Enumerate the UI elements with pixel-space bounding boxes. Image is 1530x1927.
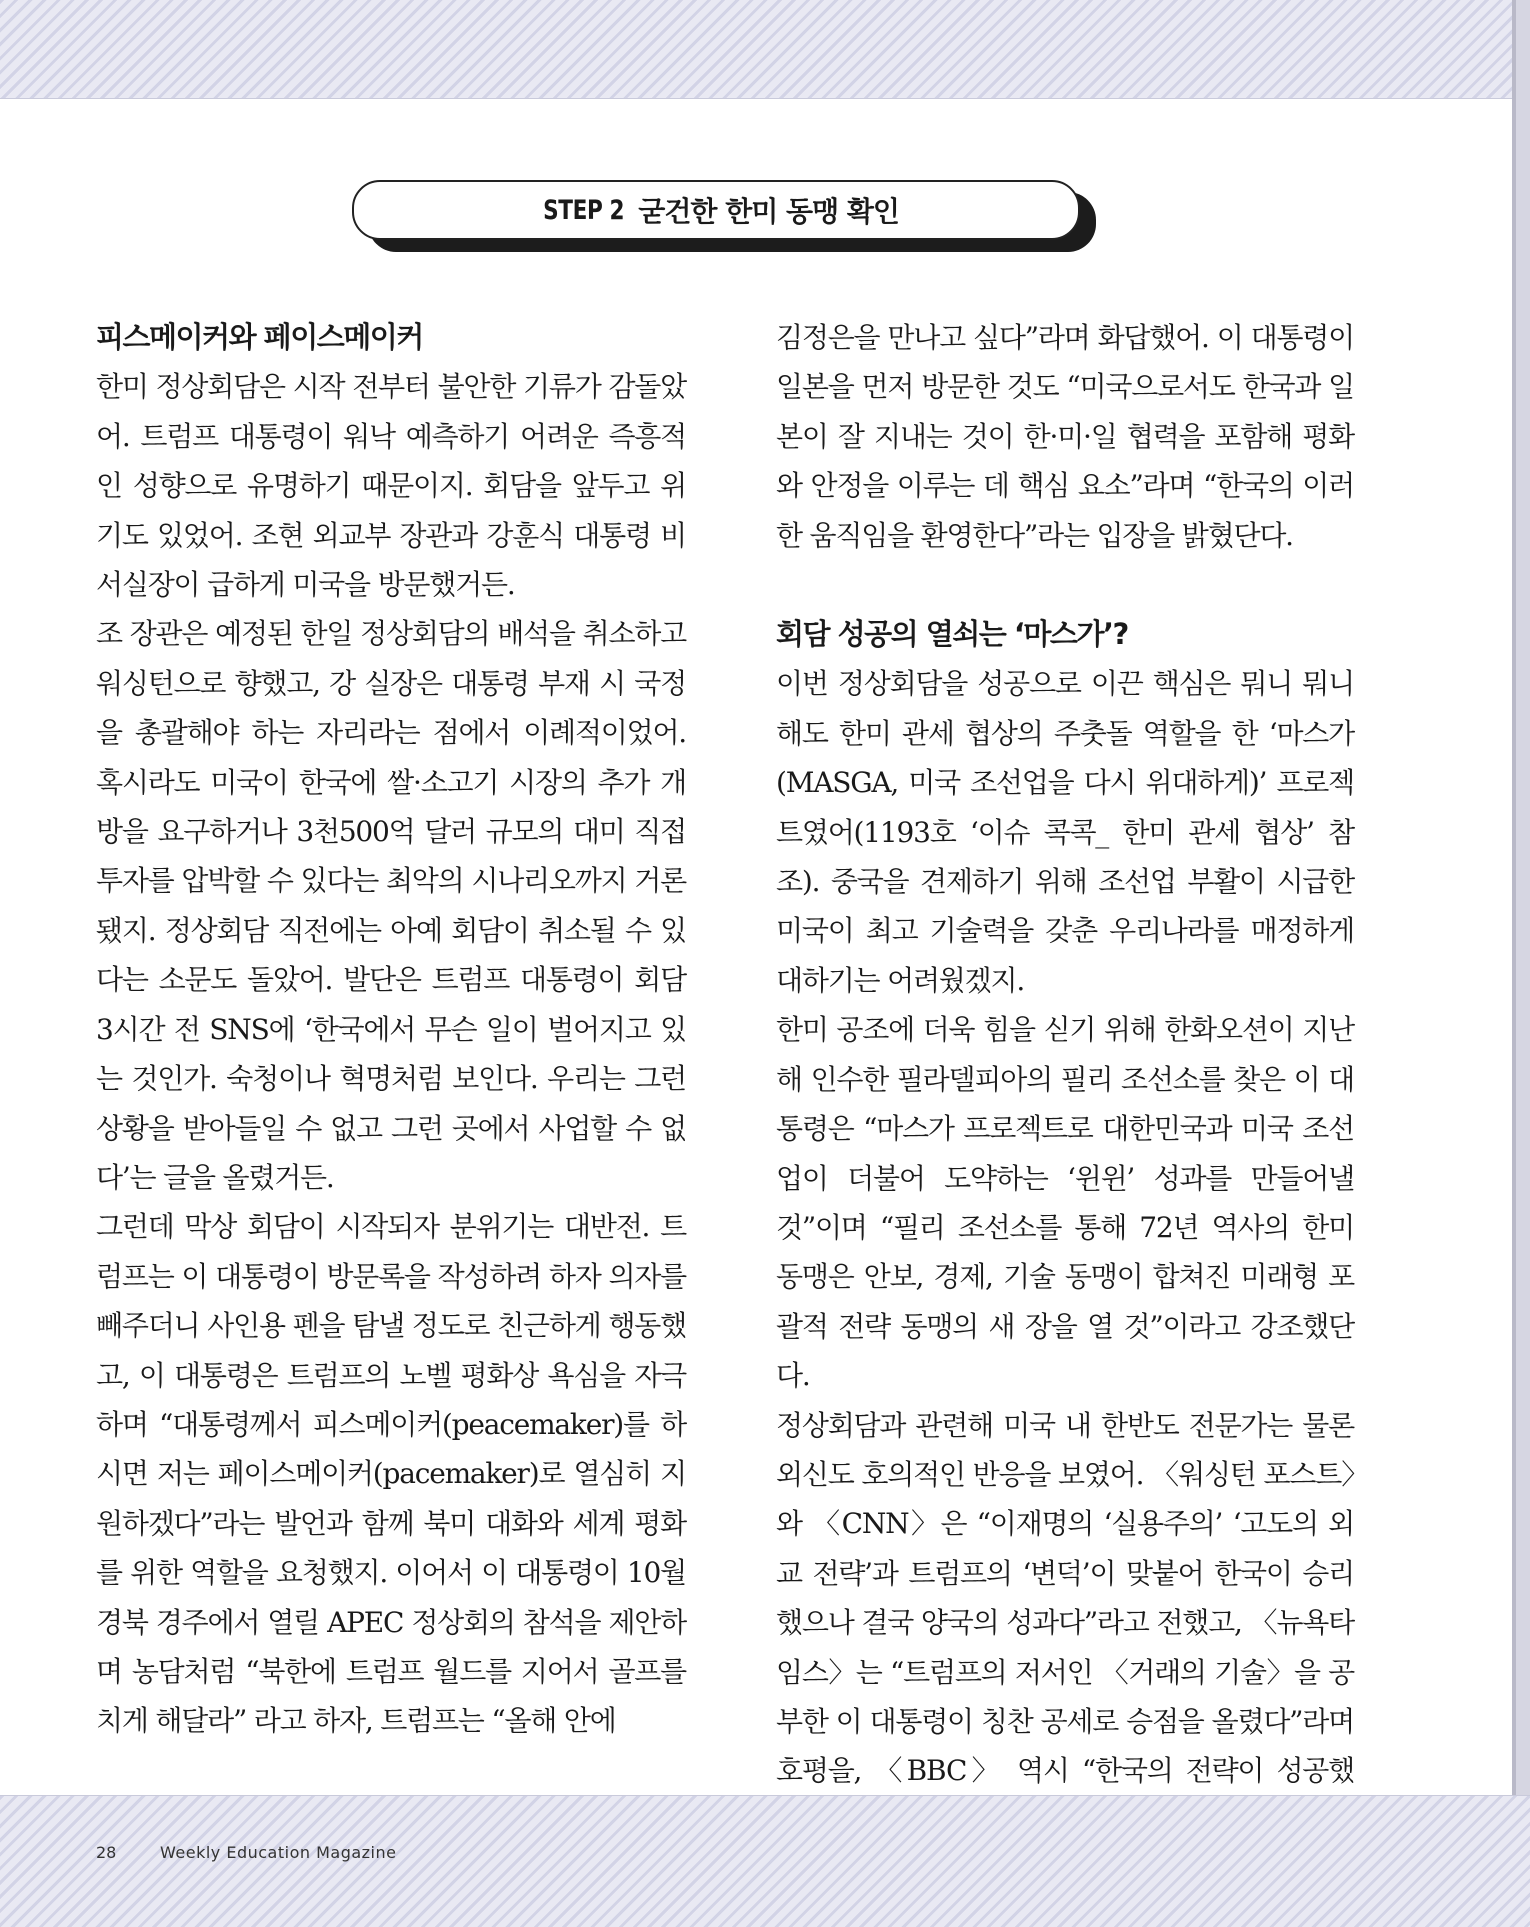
body-paragraph-continuation: 김정은을 만나고 싶다”라며 화답했어. 이 대통령이 일본을 먼저 방문한 것도 “미국으로서도 한국과 일본이 잘 지내는 것이 한·미·일 협력을 포함해 평화와 안정을 이루는 데 핵심 요소”라며 “한국의 이러한 움직임을 환영한다”라는 입장을 밝혔단다. <box>776 321 1354 552</box>
magazine-name: Weekly Education Magazine <box>160 1843 397 1862</box>
step-title: 굳건한 한미 동맹 확인 <box>638 195 899 228</box>
step-banner <box>352 180 1080 240</box>
body-paragraph: 그런데 막상 회담이 시작되자 분위기는 대반전. 트럼프는 이 대통령이 방문록을 작성하려 하자 의자를 빼주더니 사인용 펜을 탐낼 정도로 친근하게 행동했고, 이 대통령은 트럼프의 노벨 평화상 욕심을 자극하며 “대통령께서 피스메이커(peacemaker)를 하시면 저는 페이스메이커(pacemaker)로 열심히 지원하겠다”라는 발언과 함께 북미 대화와 세계 평화를 위한 역할을 요청했지. 이어서 이 대통령이 10월 경북 경주에서 열릴 APEC 정상회의 참석을 제안하며 농담처럼 “북한에 트럼프 월드를 지어서 골프를 치게 해달라” 라고 하자, 트럼프는 “올해 안에 <box>96 1210 686 1738</box>
left-column <box>96 313 686 1746</box>
body-paragraph: 정상회담과 관련해 미국 내 한반도 전문가는 물론 외신도 호의적인 반응을 보였어. 〈워싱턴 포스트〉와 〈CNN〉은 “이재명의 ‘실용주의’ ‘고도의 외교 전략’과 트럼프의 ‘변덕’이 맞붙어 한국이 승리했으나 결국 양국의 성과다”라고 전했고, 〈뉴욕타임스〉는 “트럼프의 저서인 〈거래의 기술〉을 공부한 이 대통령이 칭찬 공세로 승점을 올렸다”라며 호평을, 〈BBC〉 역시 “한국의 전략이 성공했 <box>776 1408 1354 1788</box>
section-heading-peacemaker: 피스메이커와 페이스메이커 <box>96 320 423 354</box>
body-paragraph: 이번 정상회담을 성공으로 이끈 핵심은 뭐니 뭐니해도 한미 관세 협상의 주춧돌 역할을 한 ‘마스가(MASGA, 미국 조선업을 다시 위대하게)’ 프로젝트였어(1193호 ‘이슈 콕콕_ 한미 관세 협상’ 참조). 중국을 견제하기 위해 조선업 부활이 시급한 미국이 최고 기술력을 갖춘 우리나라를 매정하게 대하기는 어려웠겠지. <box>776 667 1354 997</box>
body-paragraph: 한미 정상회담은 시작 전부터 불안한 기류가 감돌았어. 트럼프 대통령이 워낙 예측하기 어려운 즉흥적인 성향으로 유명하기 때문이지. 회담을 앞두고 위기도 있었어. 조현 외교부 장관과 강훈식 대통령 비서실장이 급하게 미국을 방문했거든. <box>96 370 686 602</box>
right-column <box>776 313 1354 1845</box>
step-label: STEP 2 <box>543 194 625 226</box>
section-heading-masga: 회담 성공의 열쇠는 ‘마스가’? <box>776 617 1128 652</box>
page-number: 28 <box>96 1843 117 1862</box>
body-paragraph: 한미 공조에 더욱 힘을 싣기 위해 한화오션이 지난해 인수한 필라델피아의 필리 조선소를 찾은 이 대통령은 “마스가 프로젝트로 대한민국과 미국 조선업이 더불어 도약하는 ‘윈윈’ 성과를 만들어낼 것”이며 “필리 조선소를 통해 72년 역사의 한미 동맹은 안보, 경제, 기술 동맹이 합쳐진 미래형 포괄적 전략 동맹의 새 장을 열 것”이라고 강조했단다. <box>776 1013 1354 1393</box>
body-paragraph: 조 장관은 예정된 한일 정상회담의 배석을 취소하고 워싱턴으로 향했고, 강 실장은 대통령 부재 시 국정을 총괄해야 하는 자리라는 점에서 이례적이었어. 혹시라도 미국이 한국에 쌀·소고기 시장의 추가 개방을 요구하거나 3천500억 달러 규모의 대미 직접 투자를 압박할 수 있다는 최악의 시나리오까지 거론됐지. 정상회담 직전에는 아예 회담이 취소될 수 있다는 소문도 돌았어. 발단은 트럼프 대통령이 회담 3시간 전 SNS에 ‘한국에서 무슨 일이 벌어지고 있는 것인가. 숙청이나 혁명처럼 보인다. 우리는 그런 상황을 받아들일 수 없고 그런 곳에서 사업할 수 없다’는 글을 올렸거든. <box>96 617 686 1194</box>
page-edge-shadow <box>1512 0 1516 1926</box>
section-spacer <box>776 560 1354 610</box>
top-decorative-band <box>0 0 1530 99</box>
